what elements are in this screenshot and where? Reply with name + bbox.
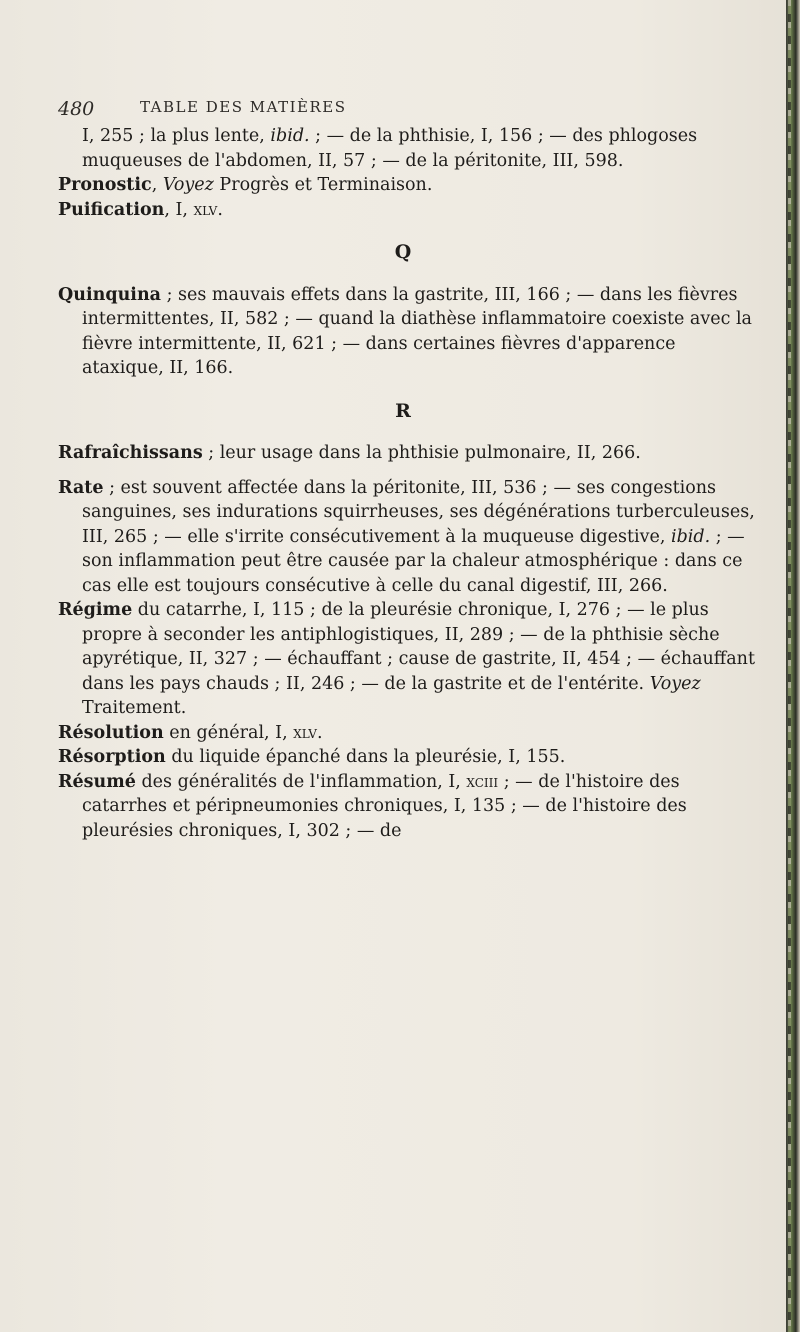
entry-text: ; — de l'histoire des catarrhes et péripneumonies chroniques, I, 135 ; — de l'histoire des pleurésies chroniques, I, 302 ; — de (82, 771, 687, 841)
running-title: TABLE DES MATIÈRES (140, 98, 347, 116)
entry-text: ; leur usage dans la phthisie pulmonaire, II, 266. (202, 443, 641, 463)
entry-headword: Puification (58, 199, 165, 220)
entry-text: I, 255 ; la plus lente, (82, 126, 271, 146)
entry-headword: Rafraîchissans (58, 443, 203, 463)
page-number: 480 (58, 98, 95, 120)
entry-headword: Résolution (58, 722, 164, 743)
entry-headword: Rate (58, 477, 104, 498)
entry-headword: Résorption (58, 747, 166, 767)
entry-headword: Quinquina (58, 284, 162, 305)
index-entry-puification (58, 198, 758, 223)
entries-p-continued (58, 124, 758, 222)
running-header (58, 98, 578, 122)
entry-text: des généralités de l'inflammation, I, (135, 771, 467, 792)
index-entry-rate (58, 476, 758, 599)
entry-text: du catarrhe, I, 115 ; de la pleurésie chronique, I, 276 ; — le plus propre à seconder les antiphlogistiques, II, 289 ; — de la phthisie sèche apyrétique, II, 327 ; — échauffant ; cause de gastrite, II, 454 ; — échauffant dans les pays chauds ; II, 246 ; — de la gastrite et de l'entérite. (82, 600, 755, 694)
index-entry-rafraichissans (58, 441, 758, 466)
entry-text: Traitement. (82, 698, 187, 718)
entry-text: ; — de la phthisie, I, 156 ; — des phlogoses muqueuses de l'abdomen, II, 57 ; — de la péritonite, III, 598. (82, 126, 698, 171)
index-entry-pronostic (58, 173, 758, 198)
entry-text: , I, (164, 199, 194, 220)
entry-text: ibid. (670, 526, 711, 547)
index-entry-resolution (58, 721, 758, 746)
entry-text: Voyez (162, 175, 214, 195)
letter-heading-r: R (395, 399, 411, 422)
entry-text: ; — son inflammation peut être causée par la chaleur atmosphérique : dans ce cas elle est toujours consécutive à celle du canal digestif, III, 266. (82, 526, 745, 596)
entry-text: xlv (193, 199, 218, 220)
index-entry-quinquina (58, 283, 758, 381)
entry-text: du liquide épanché dans la pleurésie, I, 155. (165, 747, 566, 767)
entry-text: ; ses mauvais effets dans la gastrite, III, 166 ; — dans les fièvres intermittentes, II, 582 ; — quand la diathèse inflammatoire coexiste avec la fièvre intermittente, II, 621 ; — dans certaines fièvres d'apparence ataxique, II, 166. (82, 284, 752, 378)
letter-heading-q: Q (394, 241, 412, 263)
entry-text: ; est souvent affectée dans la péritonite, III, 536 ; — ses congestions sanguines, ses indurations squirrheuses, ses dégénérations turberculeuses, III, 265 ; — elle s'irrite consécutivement à la muqueuse digestive, (82, 477, 755, 547)
entry-headword: Résumé (58, 771, 136, 792)
index-entry-resume (58, 770, 758, 844)
book-binding-edge (786, 0, 800, 1332)
entry-text: Voyez (649, 673, 701, 694)
entries-r (58, 441, 758, 843)
entry-text: ibid. (270, 126, 310, 146)
entry-text: , (151, 175, 163, 195)
entry-headword: Pronostic (58, 175, 152, 195)
entry-text: Progrès et Terminaison. (213, 175, 433, 195)
entry-headword: Régime (58, 600, 133, 620)
entry-text: . (217, 199, 223, 220)
index-content (58, 124, 758, 843)
entry-text: xlv (293, 722, 317, 743)
index-entry-regime (58, 598, 758, 721)
entry-text: en général, I, (163, 722, 294, 743)
entries-q (58, 283, 758, 381)
index-entry-phthisie_cont (58, 124, 758, 173)
entry-text: . (316, 722, 323, 743)
entry-text: xciii (466, 771, 499, 792)
index-entry-resorption (58, 745, 758, 770)
